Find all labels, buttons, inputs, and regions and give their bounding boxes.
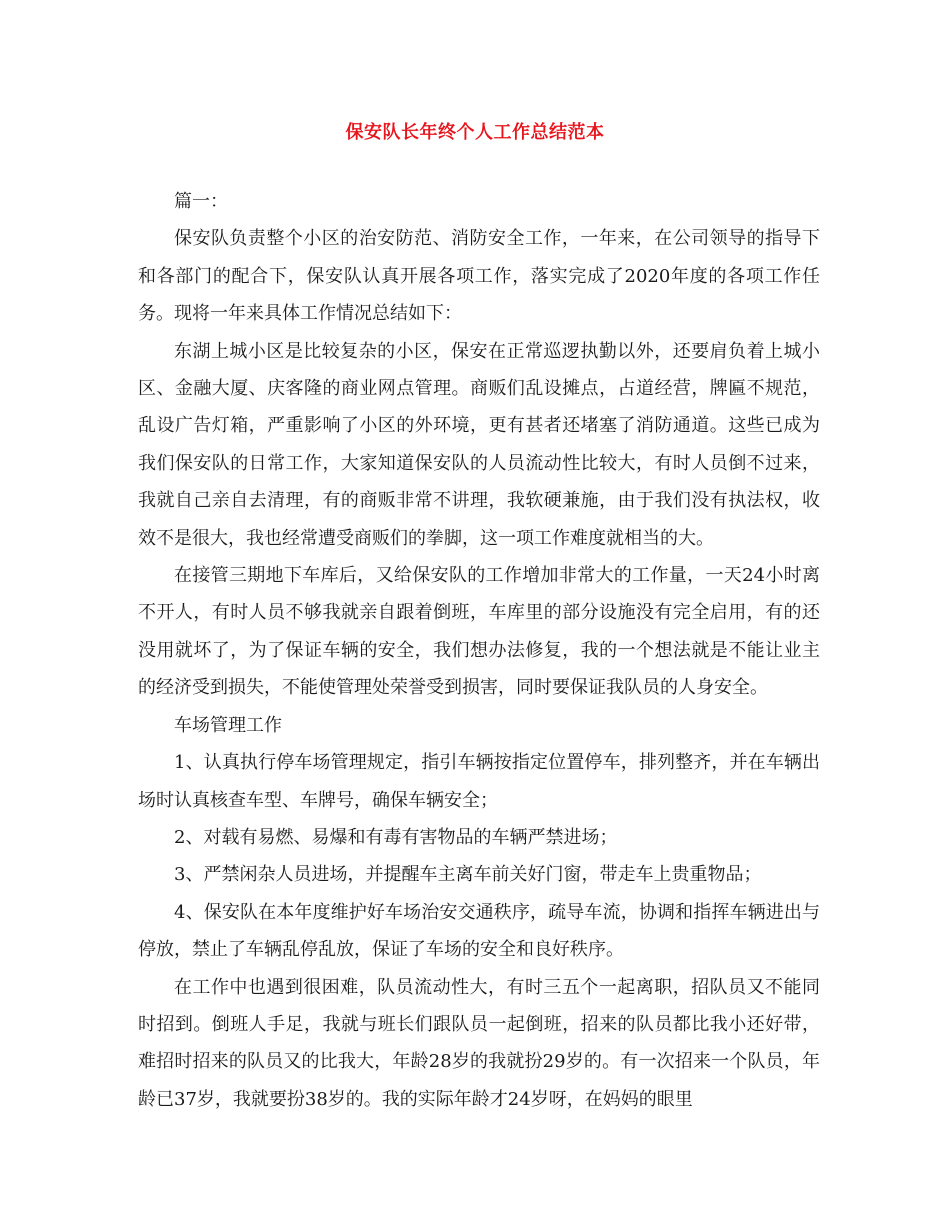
paragraph: 东湖上城小区是比较复杂的小区，保安在正常巡逻执勤以外，还要肩负着上城小区、金融大厦、庆客隆的商业网点管理。商贩们乱设摊点，占道经营，牌匾不规范，乱设广告灯箱，严重影响了小区的外环境，更有甚者还堵塞了消防通道。这些已成为我们保安队的日常工作，大家知道保安队的人员流动性比较大，有时人员倒不过来，我就自己亲自去清理，有的商贩非常不讲理，我软硬兼施，由于我们没有执法权，收效不是很大，我也经常遭受商贩们的拳脚，这一项工作难度就相当的大。	[138, 340, 820, 549]
paragraph: 在工作中也遇到很困难，队员流动性大，有时三五个一起离职，招队员又不能同时招到。倒班人手足，我就与班长们跟队员一起倒班，招来的队员都比我小还好带，难招时招来的队员又的比我大，年龄28岁的我就扮29岁的。有一次招来一个队员，年龄已37岁，我就要扮38岁的。我的实际年龄才24岁呀，在妈妈的眼里	[138, 976, 820, 1110]
paragraph: 篇一：	[174, 191, 228, 212]
document-body	[138, 183, 820, 1118]
document-title: 保安队长年终个人工作总结范本	[345, 122, 605, 143]
section-heading: 车场管理工作	[174, 714, 282, 736]
list-item: 1、认真执行停车场管理规定，指引车辆按指定位置停车，排列整齐，并在车辆出场时认真核查车型、车牌号，确保车辆安全；	[138, 752, 820, 811]
paragraph: 保安队负责整个小区的治安防范、消防安全工作，一年来，在公司领导的指导下和各部门的配合下，保安队认真开展各项工作，落实完成了2020年度的各项工作任务。现将一年来具体工作情况总结如下：	[138, 228, 820, 325]
list-item: 2、对载有易燃、易爆和有毒有害物品的车辆严禁进场；	[174, 826, 618, 848]
paragraph: 在接管三期地下车库后，又给保安队的工作增加非常大的工作量，一天24小时离不开人，有时人员不够我就亲自跟着倒班，车库里的部分设施没有完全启用，有的还没用就坏了，为了保证车辆的安全，我们想办法修复，我的一个想法就是不能让业主的经济受到损失，不能使管理处荣誉受到损害，同时要保证我队员的人身安全。	[138, 565, 820, 699]
list-item: 3、严禁闲杂人员进场，并提醒车主离车前关好门窗，带走车上贵重物品；	[174, 864, 762, 886]
list-item: 4、保安队在本年度维护好车场治安交通秩序，疏导车流，协调和指挥车辆进出与停放，禁止了车辆乱停乱放，保证了车场的安全和良好秩序。	[138, 901, 820, 961]
